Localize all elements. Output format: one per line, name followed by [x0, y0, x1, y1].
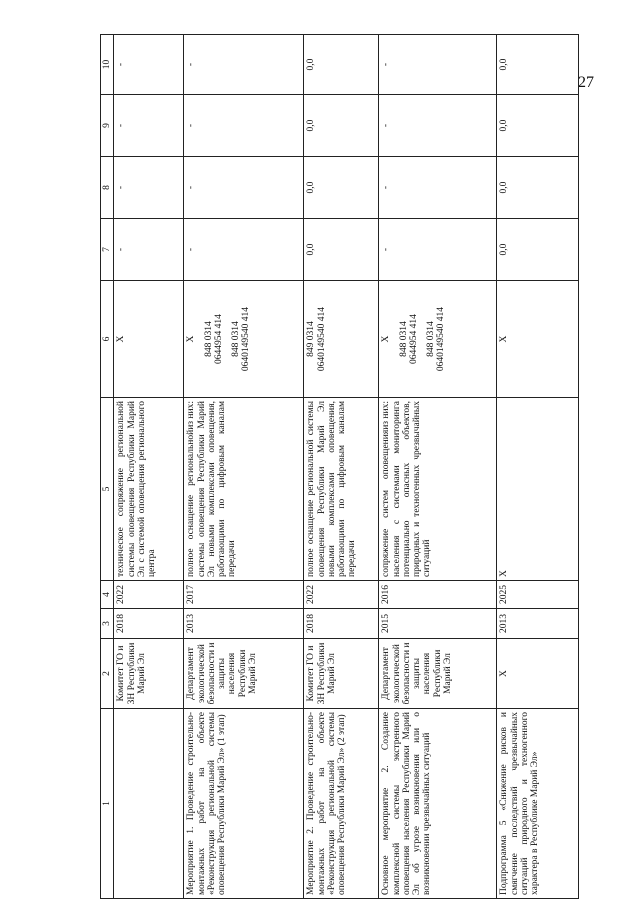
cell-text: - — [116, 247, 127, 252]
cell-line: X — [381, 335, 392, 343]
cell-line — [224, 284, 231, 394]
cell-line: 0644954 414 — [408, 314, 419, 364]
table-cell-c8 — [379, 157, 497, 219]
table-row — [114, 35, 184, 899]
cell-text-extra: из них: — [381, 401, 392, 430]
cell-text: Департамент экологической безопасности и защиты населения Республики Марий Эл — [186, 642, 258, 705]
table-cell-c3 — [379, 609, 497, 639]
cell-text: 0,0 — [499, 58, 510, 71]
cell-text: 0,0 — [306, 181, 317, 194]
column-header: 6 — [101, 281, 114, 398]
cell-line: 849 0314 — [306, 321, 317, 357]
table-cell-c10 — [114, 35, 184, 95]
table-cell-c4 — [304, 581, 379, 609]
cell-text: полное оснащение региональной системы оповещения Республики Марий Эл новыми комплексами оповещения, работающими по цифровым каналам передачи — [186, 401, 238, 577]
cell-text: 2025 — [499, 585, 510, 604]
cell-text: 2022 — [116, 585, 127, 604]
cell-text: 0,0 — [499, 181, 510, 194]
cell-text: Подпрограмма 5 «Снижение рисков и смягчение последствий чрезвычайных ситуаций природного и техногенного характера в Республике Марий Эл» — [499, 712, 540, 895]
cell-text: техническое сопряжение региональной системы оповещения Республики Марий Эл с системой оповещения регионального центра — [116, 401, 157, 577]
table-cell-c1 — [379, 709, 497, 899]
table-cell-c7 — [184, 219, 304, 281]
column-header: 7 — [101, 219, 114, 281]
cell-text: 2022 — [306, 585, 317, 604]
table-cell-c10 — [497, 35, 579, 95]
cell-line: 848 0314 — [231, 321, 241, 357]
cell-text: - — [186, 247, 197, 252]
cell-text: Комитет ГО и ЗН Республики Марий Эл — [116, 642, 147, 705]
cell-line: 848 0314 — [426, 321, 436, 357]
cell-text: - — [381, 185, 392, 190]
cell-text: Мероприятие 1. Проведение строительно-монтажных работ на объекте «Реконструкция региональной системы оповещения Республики Марий Эл» (1 этап) — [186, 712, 227, 895]
cell-text: - — [381, 123, 392, 128]
table-cell-c6 — [304, 281, 379, 398]
cell-text: Мероприятие 2. Проведение строительно-монтажных работ на объекте «Реконструкция региональной системы оповещения Республики Марий Эл» (2 этап) — [306, 712, 347, 895]
table-cell-c10 — [304, 35, 379, 95]
cell-line: 0640149540 414 — [436, 306, 447, 372]
cell-text: 0,0 — [306, 58, 317, 71]
table-cell-c2 — [114, 639, 184, 709]
table-cell-c3 — [184, 609, 304, 639]
table-cell-c6 — [497, 281, 579, 398]
table-cell-c2 — [184, 639, 304, 709]
cell-text: 2013 — [499, 614, 510, 633]
table-cell-c7 — [114, 219, 184, 281]
cell-text: Комитет ГО и ЗН Республики Марий Эл — [306, 642, 337, 705]
table-cell-c8 — [304, 157, 379, 219]
table-cell-c8 — [114, 157, 184, 219]
cell-text: - — [116, 123, 127, 128]
table-cell-c8 — [497, 157, 579, 219]
cell-line — [419, 284, 426, 394]
cell-text: - — [116, 185, 127, 190]
cell-text: 2015 — [381, 614, 392, 633]
table-cell-c6 — [114, 281, 184, 398]
table-cell-c9 — [184, 95, 304, 157]
cell-line: 848 0314 — [398, 321, 409, 357]
table-cell-c1 — [184, 709, 304, 899]
table-cell-c5 — [497, 398, 579, 581]
table-cell-c4 — [114, 581, 184, 609]
cell-text: - — [116, 62, 127, 67]
table-cell-c1 — [497, 709, 579, 899]
column-header: 1 — [101, 709, 114, 899]
table-row — [184, 35, 304, 899]
cell-line: 848 0314 — [203, 321, 214, 357]
column-header: 9 — [101, 95, 114, 157]
cell-line: 0644954 414 — [213, 314, 224, 364]
cell-text: - — [381, 247, 392, 252]
table-cell-c5 — [184, 398, 304, 581]
table-cell-c6 — [379, 281, 497, 398]
table-cell-c7 — [379, 219, 497, 281]
cell-line — [197, 284, 204, 394]
cell-line: X — [116, 335, 127, 343]
table-cell-c2 — [304, 639, 379, 709]
table-cell-c7 — [304, 219, 379, 281]
table-cell-c4 — [497, 581, 579, 609]
cell-text: X — [499, 570, 510, 577]
table-cell-c5 — [114, 398, 184, 581]
cell-text: Основное мероприятие 2. Создание комплексной системы экстренного оповещения населения Республики Марий Эл об угрозе возникновения или о возникновении чрезвычайных ситуаций — [381, 712, 433, 895]
cell-text: 2017 — [186, 585, 197, 604]
table-cell-c9 — [304, 95, 379, 157]
table-cell-c9 — [114, 95, 184, 157]
cell-line: X — [499, 335, 510, 343]
table-row — [304, 35, 379, 899]
table-cell-c1 — [114, 709, 184, 899]
column-header: 3 — [101, 609, 114, 639]
cell-text-extra: из них: — [186, 401, 197, 430]
table-row — [497, 35, 579, 899]
table-cell-c3 — [497, 609, 579, 639]
cell-line: 0640149540 414 — [316, 306, 327, 372]
program-table — [100, 34, 579, 899]
table-cell-c2 — [497, 639, 579, 709]
cell-line: X — [186, 335, 197, 343]
column-header: 2 — [101, 639, 114, 709]
table-cell-c10 — [184, 35, 304, 95]
table-cell-c10 — [379, 35, 497, 95]
cell-text: 0,0 — [306, 119, 317, 132]
cell-text: 0,0 — [499, 243, 510, 256]
cell-text: сопряжение систем оповещения населения с системами мониторинга потенциально опасных объектов, природных и техногенных чрезвычайных ситуаций — [381, 401, 433, 577]
cell-text: 2018 — [116, 614, 127, 633]
column-header: 10 — [101, 35, 114, 95]
cell-text: - — [381, 62, 392, 67]
header-row — [101, 35, 114, 899]
cell-line — [392, 284, 399, 394]
table-cell-c8 — [184, 157, 304, 219]
cell-line: 0640149540 414 — [241, 306, 252, 372]
cell-text: 2018 — [306, 614, 317, 633]
table-cell-c3 — [304, 609, 379, 639]
table-cell-c3 — [114, 609, 184, 639]
column-header: 5 — [101, 398, 114, 581]
column-header: 8 — [101, 157, 114, 219]
page-number: 27 — [578, 74, 594, 91]
table-cell-c2 — [379, 639, 497, 709]
table-cell-c6 — [184, 281, 304, 398]
cell-text: 2013 — [186, 614, 197, 633]
table-cell-c4 — [184, 581, 304, 609]
column-header: 4 — [101, 581, 114, 609]
cell-text: X — [499, 670, 510, 677]
cell-text: 0,0 — [306, 243, 317, 256]
table-cell-c4 — [379, 581, 497, 609]
cell-text: полное оснащение региональной системы оповещения Республики Марий Эл новыми комплексами оповещения, работающими по цифровым каналам передачи — [306, 401, 358, 577]
cell-text: 0,0 — [499, 119, 510, 132]
table-cell-c1 — [304, 709, 379, 899]
table-cell-c9 — [497, 95, 579, 157]
table-row — [379, 35, 497, 899]
cell-text: Департамент экологической безопасности и защиты населения Республики Марий Эл — [381, 642, 453, 705]
table-cell-c7 — [497, 219, 579, 281]
table-cell-c9 — [379, 95, 497, 157]
cell-text: - — [186, 62, 197, 67]
cell-text: - — [186, 185, 197, 190]
cell-text: - — [186, 123, 197, 128]
table-cell-c5 — [304, 398, 379, 581]
table-cell-c5 — [379, 398, 497, 581]
cell-text: 2016 — [381, 585, 392, 604]
